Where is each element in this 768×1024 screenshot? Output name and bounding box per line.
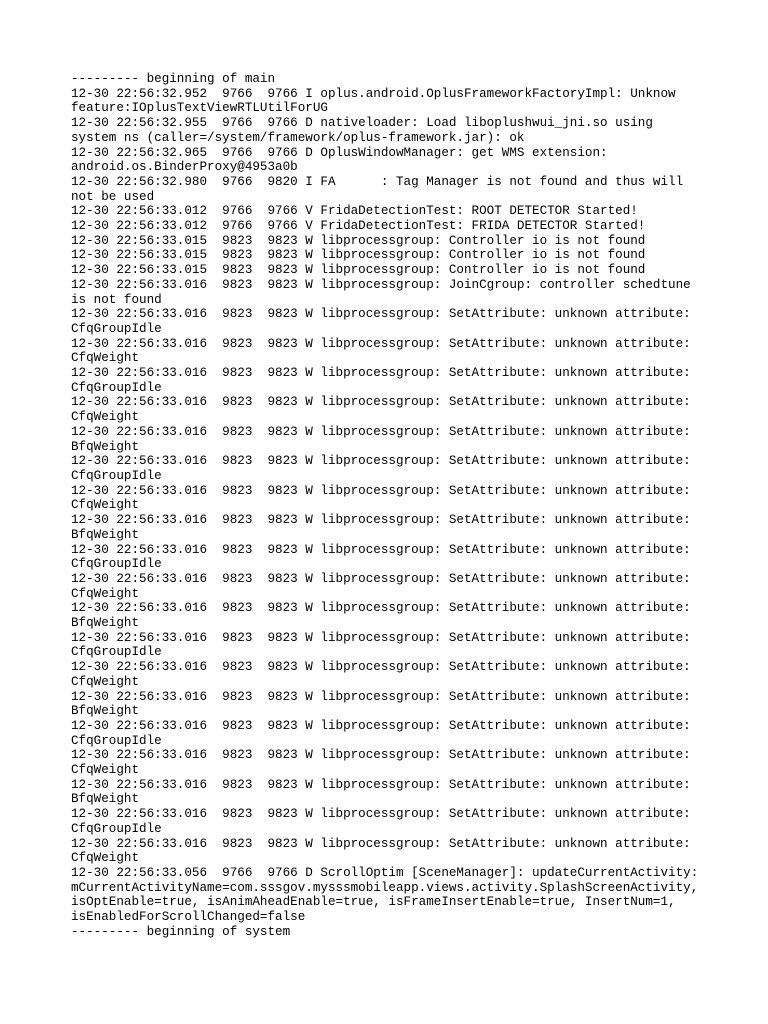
log-line: mCurrentActivityName=com.sssgov.mysssmobileapp.views.activity.SplashScreenActivity, <box>71 880 699 895</box>
log-line: 12-30 22:56:33.016 9823 9823 W libprocessgroup: SetAttribute: unknown attribute: <box>71 454 691 469</box>
log-line: 12-30 22:56:33.016 9823 9823 W libprocessgroup: SetAttribute: unknown attribute: <box>71 777 691 792</box>
log-line: android.os.BinderProxy@4953a0b <box>71 160 298 175</box>
log-line: 12-30 22:56:33.016 9823 9823 W libprocessgroup: SetAttribute: unknown attribute: <box>71 483 691 498</box>
log-line: 12-30 22:56:33.016 9823 9823 W libprocessgroup: SetAttribute: unknown attribute: <box>71 807 691 822</box>
log-line: CfqGroupIdle <box>71 821 162 836</box>
log-line: 12-30 22:56:33.016 9823 9823 W libprocessgroup: SetAttribute: unknown attribute: <box>71 336 691 351</box>
log-line: 12-30 22:56:33.015 9823 9823 W libprocessgroup: Controller io is not found <box>71 248 646 263</box>
log-line: 12-30 22:56:33.016 9823 9823 W libprocessgroup: SetAttribute: unknown attribute: <box>71 748 691 763</box>
log-line: --------- beginning of main <box>71 72 276 86</box>
log-line: BfqWeight <box>71 527 140 542</box>
log-line: 12-30 22:56:33.016 9823 9823 W libprocessgroup: SetAttribute: unknown attribute: <box>71 630 691 645</box>
log-line: --------- beginning of system <box>71 924 291 939</box>
log-line: not be used <box>71 189 155 204</box>
log-line: 12-30 22:56:33.016 9823 9823 W libprocessgroup: SetAttribute: unknown attribute: <box>71 307 691 322</box>
log-line: BfqWeight <box>71 704 140 719</box>
log-line: isOptEnable=true, isAnimAheadEnable=true, isFrameInsertEnable=true, InsertNum=1, <box>71 895 676 910</box>
log-line: BfqWeight <box>71 616 140 631</box>
log-line: CfqWeight <box>71 851 140 866</box>
log-line: 12-30 22:56:32.965 9766 9766 D OplusWindowManager: get WMS extension: <box>71 145 608 160</box>
log-line: 12-30 22:56:33.012 9766 9766 V FridaDetectionTest: ROOT DETECTOR Started! <box>71 204 638 219</box>
log-line: isEnabledForScrollChanged=false <box>71 910 306 925</box>
log-line: 12-30 22:56:33.016 9823 9823 W libprocessgroup: JoinCgroup: controller schedtune <box>71 277 691 292</box>
log-line: 12-30 22:56:33.016 9823 9823 W libprocessgroup: SetAttribute: unknown attribute: <box>71 571 691 586</box>
log-line: CfqWeight <box>71 674 140 689</box>
log-line: 12-30 22:56:33.016 9823 9823 W libprocessgroup: SetAttribute: unknown attribute: <box>71 718 691 733</box>
log-line: CfqGroupIdle <box>71 733 162 748</box>
log-line: 12-30 22:56:33.056 9766 9766 D ScrollOptim [SceneManager]: updateCurrentActivity: <box>71 865 699 880</box>
log-line: CfqGroupIdle <box>71 321 162 336</box>
log-line: 12-30 22:56:33.016 9823 9823 W libprocessgroup: SetAttribute: unknown attribute: <box>71 366 691 381</box>
log-line: 12-30 22:56:33.016 9823 9823 W libprocessgroup: SetAttribute: unknown attribute: <box>71 424 691 439</box>
log-line: 12-30 22:56:33.016 9823 9823 W libprocessgroup: SetAttribute: unknown attribute: <box>71 660 691 675</box>
log-document <box>71 72 711 939</box>
log-line: is not found <box>71 292 162 307</box>
log-line: system ns (caller=/system/framework/oplus-framework.jar): ok <box>71 130 525 145</box>
log-line: CfqGroupIdle <box>71 557 162 572</box>
log-line: 12-30 22:56:33.012 9766 9766 V FridaDetectionTest: FRIDA DETECTOR Started! <box>71 219 646 234</box>
log-line: BfqWeight <box>71 439 140 454</box>
log-line: CfqWeight <box>71 586 140 601</box>
log-line: 12-30 22:56:33.016 9823 9823 W libprocessgroup: SetAttribute: unknown attribute: <box>71 513 691 528</box>
log-line: 12-30 22:56:33.016 9823 9823 W libprocessgroup: SetAttribute: unknown attribute: <box>71 689 691 704</box>
log-line: CfqGroupIdle <box>71 645 162 660</box>
log-line: CfqWeight <box>71 763 140 778</box>
log-line: CfqGroupIdle <box>71 468 162 483</box>
log-line: CfqWeight <box>71 351 140 366</box>
log-line: 12-30 22:56:32.952 9766 9766 I oplus.android.OplusFrameworkFactoryImpl: Unknow <box>71 86 676 101</box>
log-line: CfqWeight <box>71 498 140 513</box>
log-line: 12-30 22:56:33.016 9823 9823 W libprocessgroup: SetAttribute: unknown attribute: <box>71 601 691 616</box>
log-line: 12-30 22:56:33.015 9823 9823 W libprocessgroup: Controller io is not found <box>71 263 646 278</box>
log-line: 12-30 22:56:33.015 9823 9823 W libprocessgroup: Controller io is not found <box>71 233 646 248</box>
log-line: CfqGroupIdle <box>71 380 162 395</box>
log-line: feature:IOplusTextViewRTLUtilForUG <box>71 101 328 116</box>
log-line: 12-30 22:56:33.016 9823 9823 W libprocessgroup: SetAttribute: unknown attribute: <box>71 542 691 557</box>
log-line: 12-30 22:56:33.016 9823 9823 W libprocessgroup: SetAttribute: unknown attribute: <box>71 836 691 851</box>
log-line: CfqWeight <box>71 410 140 425</box>
log-line: 12-30 22:56:32.980 9766 9820 I FA : Tag Manager is not found and thus will <box>71 174 684 189</box>
log-line: 12-30 22:56:32.955 9766 9766 D nativeloader: Load liboplushwui_jni.so using <box>71 116 653 131</box>
log-line: 12-30 22:56:33.016 9823 9823 W libprocessgroup: SetAttribute: unknown attribute: <box>71 395 691 410</box>
log-line: BfqWeight <box>71 792 140 807</box>
